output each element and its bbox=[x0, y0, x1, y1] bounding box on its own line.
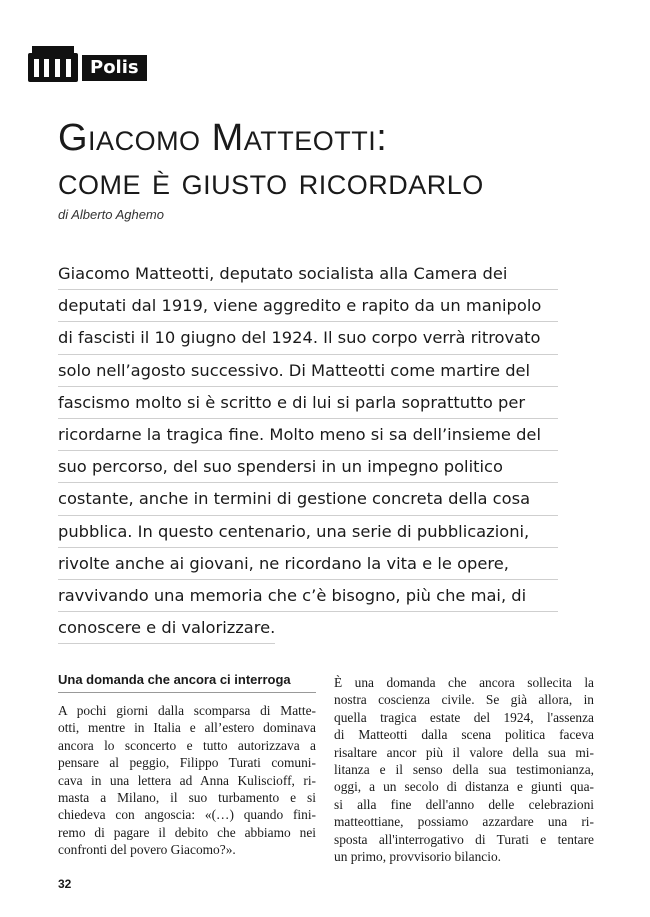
lead-line: deputati dal 1919, viene aggredito e rapito da un manipolo bbox=[58, 290, 558, 322]
text-line: A pochi giorni dalla scomparsa di Matte- bbox=[58, 703, 316, 718]
text-line: ancora lo sconcerto e tutto autorizzava a bbox=[58, 737, 316, 753]
lead-line: rivolte anche ai giovani, ne ricordano la vita e le opere, bbox=[58, 548, 558, 580]
column-left bbox=[58, 672, 316, 859]
body-paragraph bbox=[58, 702, 316, 859]
text-line: oggi, a un secolo di distanza e giunti qua- bbox=[334, 779, 594, 795]
section-header bbox=[28, 44, 147, 82]
building-icon bbox=[28, 44, 78, 82]
text-line: remo di pagare il debito che abbiamo nei bbox=[58, 824, 316, 840]
column-right bbox=[334, 674, 594, 865]
text-line: matteottiane, possiamo azzardare una ri- bbox=[334, 814, 594, 830]
page-number: 32 bbox=[58, 877, 72, 891]
text-line: litanza e il senso della sua testimonianza, bbox=[334, 762, 594, 778]
body-paragraph bbox=[334, 674, 594, 865]
text-line: confronti del povero Giacomo?». bbox=[58, 842, 236, 858]
text-line: otti, mentre in Italia e all’estero dominava bbox=[58, 720, 316, 736]
lead-line: ravvivando una memoria che c’è bisogno, più che mai, di bbox=[58, 580, 558, 612]
lead-line: ricordarne la tragica fine. Molto meno si sa dell’insieme del bbox=[58, 419, 558, 451]
article-author: di Alberto Aghemo bbox=[58, 207, 164, 222]
lead-line: di fascisti il 10 giugno del 1924. Il suo corpo verrà ritrovato bbox=[58, 322, 558, 354]
lead-line: solo nell’agosto successivo. Di Matteotti come martire del bbox=[58, 355, 558, 387]
lead-line: costante, anche in termini di gestione concreta della cosa bbox=[58, 483, 558, 515]
text-line: un primo, provvisorio bilancio. bbox=[334, 849, 501, 865]
title-line: come è giusto ricordarlo bbox=[58, 161, 484, 203]
text-line: sposta all'interrogativo di Turati e tentare bbox=[334, 831, 594, 847]
text-line: pensare al peggio, Filippo Turati comuni- bbox=[58, 755, 316, 771]
lead-line: fascismo molto si è scritto e di lui si parla soprattutto per bbox=[58, 387, 558, 419]
text-line: risaltare ancor più il valore della sua mi- bbox=[334, 744, 594, 760]
text-line: si alla fine dell'anno delle celebrazioni bbox=[334, 796, 594, 812]
lead-line: pubblica. In questo centenario, una serie di pubblicazioni, bbox=[58, 516, 558, 548]
text-line: quella tragica estate del 1924, l'assenza bbox=[334, 709, 594, 725]
text-line: chiedeva con angoscia: «(…) quando fini- bbox=[58, 807, 316, 823]
text-line: nostra coscienza civile. Se già allora, in bbox=[334, 692, 594, 708]
article-title bbox=[58, 116, 618, 204]
text-line: cava in una lettera ad Anna Kuliscioff, ri- bbox=[58, 772, 316, 788]
lead-line: suo percorso, del suo spendersi in un impegno politico bbox=[58, 451, 558, 483]
text-line: di Matteotti dalla scena politica faceva bbox=[334, 727, 594, 743]
lead-paragraph bbox=[58, 258, 558, 644]
lead-line: Giacomo Matteotti, deputato socialista alla Camera dei bbox=[58, 258, 558, 290]
text-line: masta a Milano, il suo turbamento e si bbox=[58, 790, 316, 806]
section-subheading: Una domanda che ancora ci interroga bbox=[58, 672, 316, 693]
lead-line: conoscere e di valorizzare. bbox=[58, 612, 275, 644]
text-line: È una domanda che ancora sollecita la bbox=[334, 675, 594, 690]
title-line: Giacomo Matteotti: bbox=[58, 117, 388, 159]
section-label: Polis bbox=[82, 55, 147, 81]
